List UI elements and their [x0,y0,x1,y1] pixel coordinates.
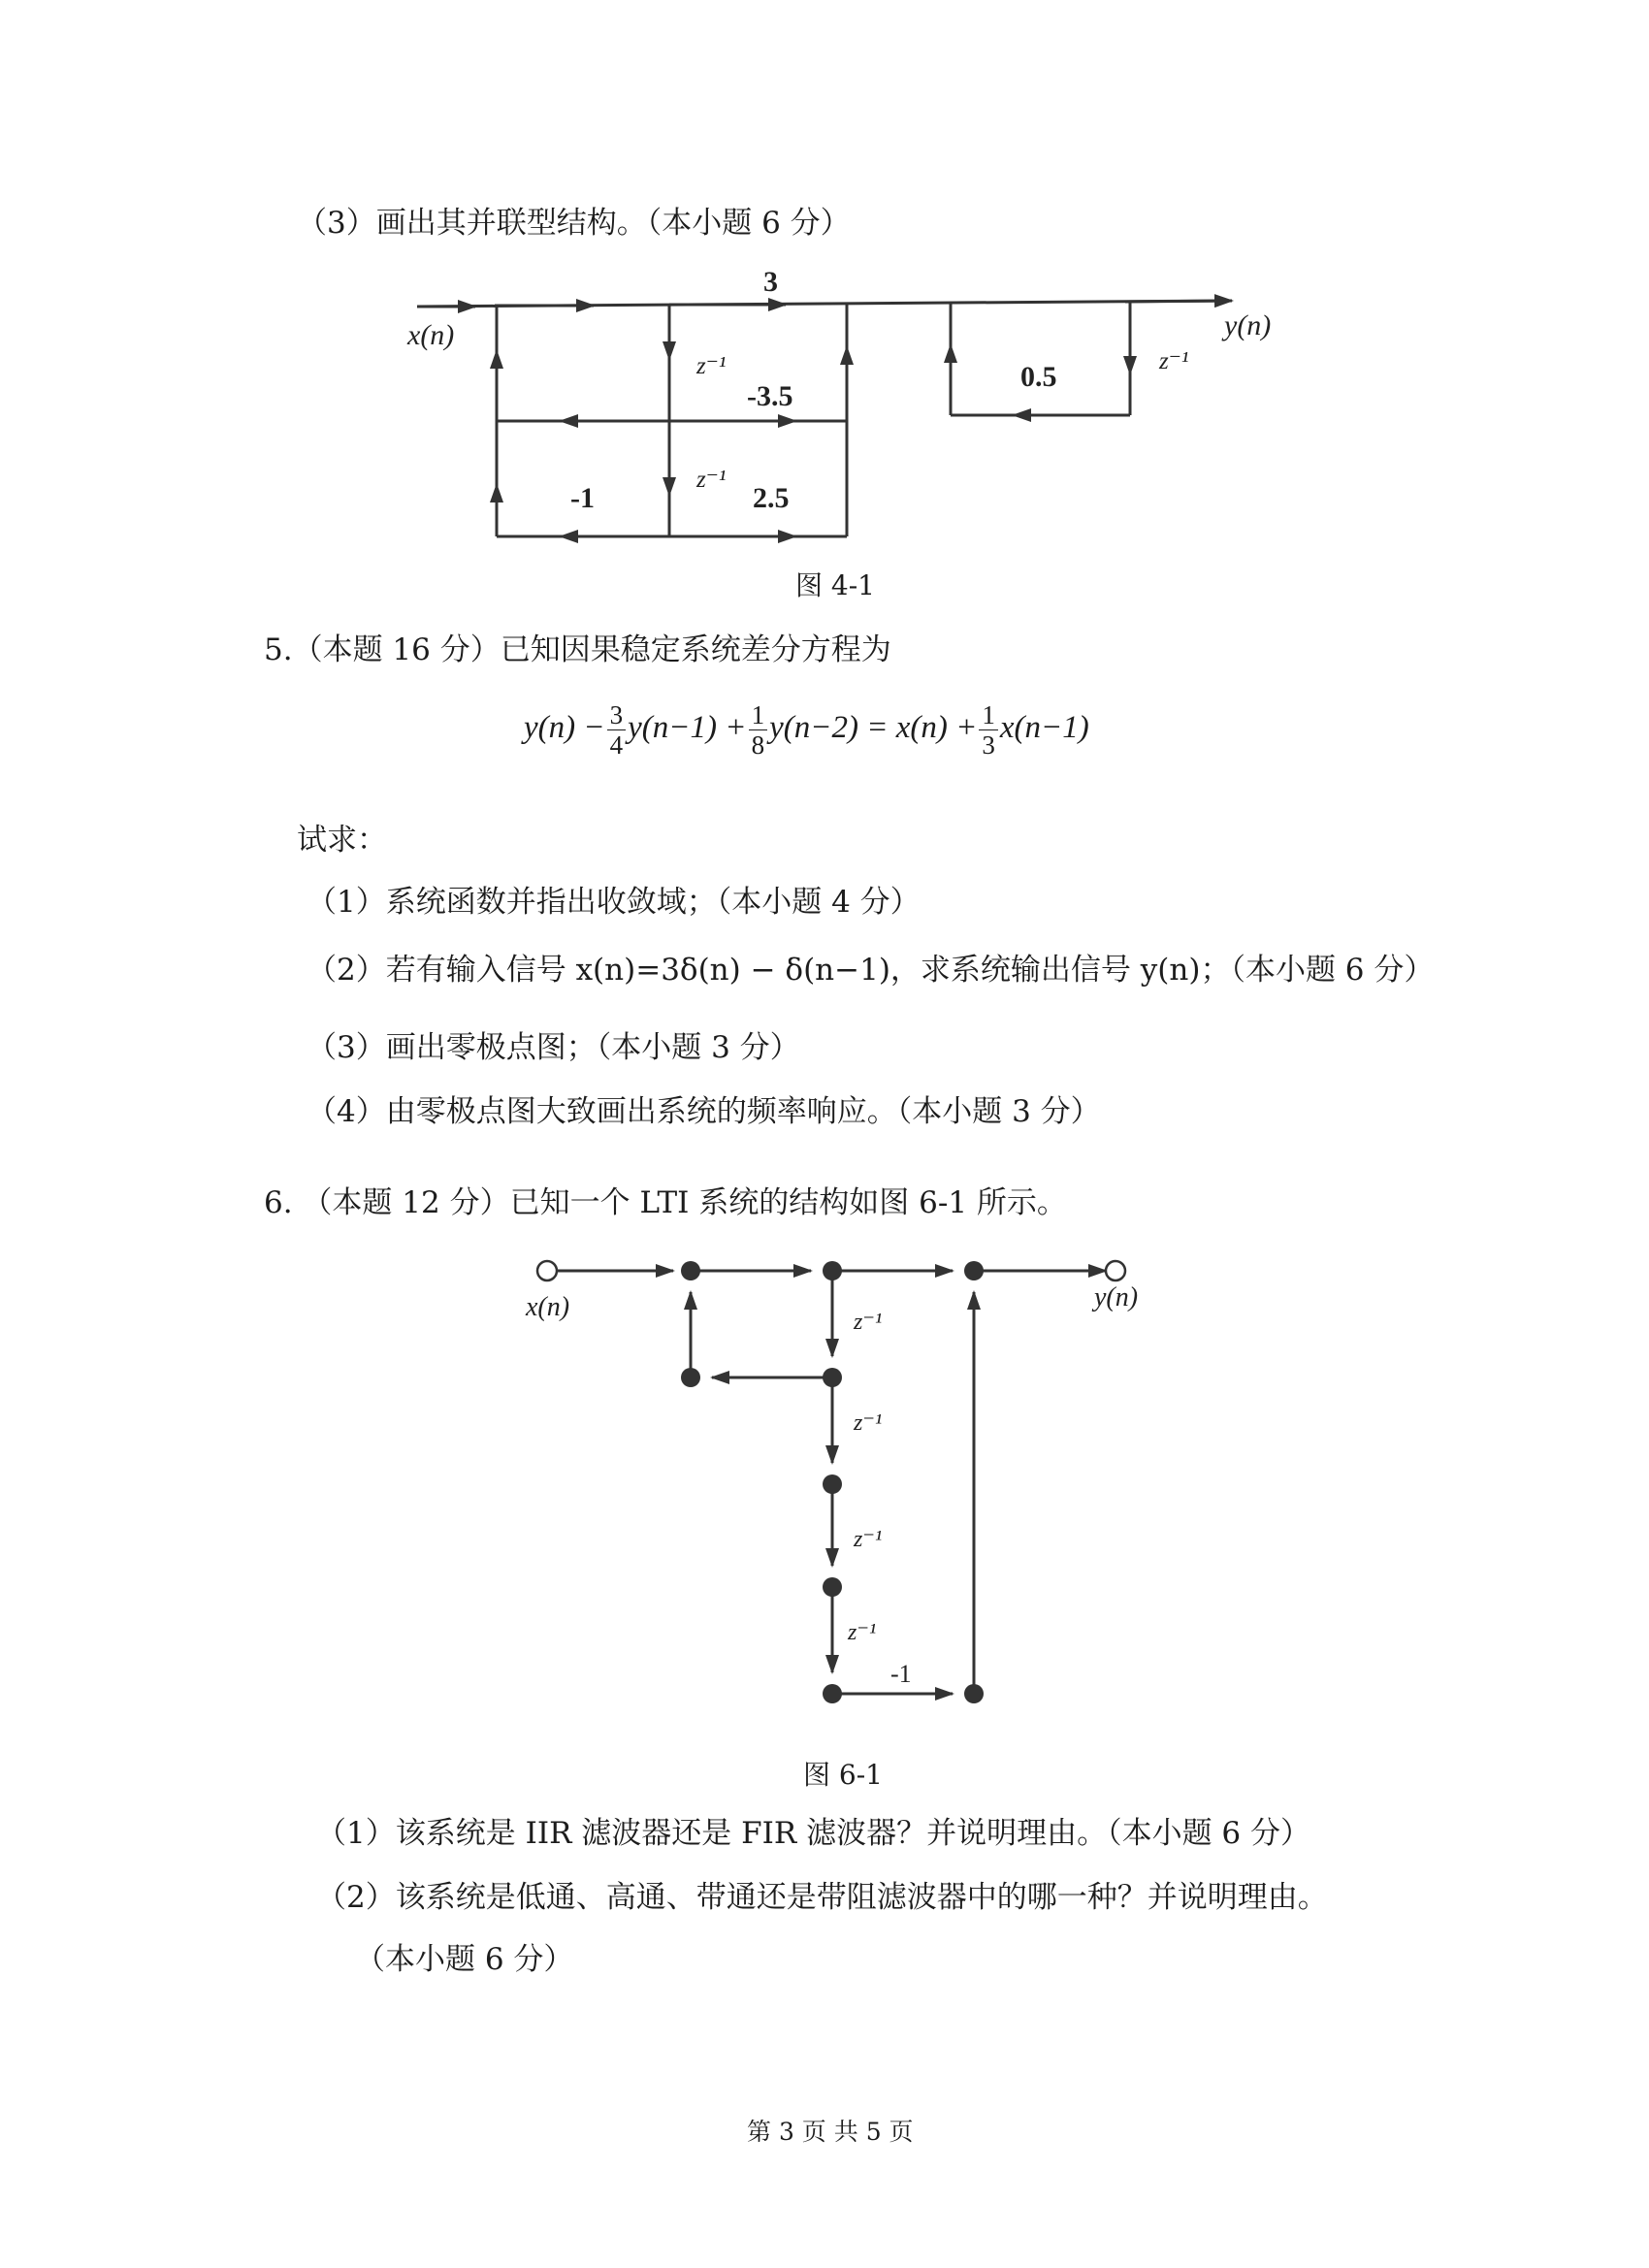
fig6-delay-3: z⁻¹ [854,1527,883,1552]
q5-prompt: 试求： [297,823,387,858]
eq-part-4: x(n−1) [999,710,1089,746]
fig6-delay-1: z⁻¹ [854,1310,883,1335]
figure-6-1-caption: 图 6-1 [803,1759,883,1791]
q5-header: 5.（本题 16 分）已知因果稳定系统差分方程为 [264,632,891,667]
q4-sub3-text: （3）画出其并联型结构。（本小题 6 分） [297,206,851,241]
fig4-coef-2-5: 2.5 [753,482,790,514]
eq-frac-1-3: $\frac{1}{3}$ [979,700,998,760]
eq-part-2: y(n−1) + [628,710,747,746]
figure-4-1-caption: 图 4-1 [795,569,875,601]
eq-frac-3-4: $\frac{3}{4}$ [607,700,627,760]
fig6-coef-neg1: -1 [890,1660,912,1688]
fig4-delay-3: z⁻¹ [1159,348,1189,374]
fig6-x-label: x(n) [526,1292,570,1322]
q5-item-4: （4）由零极点图大致画出系统的频率响应。（本小题 3 分） [307,1094,1101,1129]
page-footer: 第 3 页 共 5 页 [747,2118,914,2146]
fig4-delay-2: z⁻¹ [696,467,727,493]
eq-part-3: y(n−2) = x(n) + [769,710,978,746]
q6-item-1: （1）该系统是 IIR 滤波器还是 FIR 滤波器？并说明理由。（本小题 6 分） [316,1816,1310,1851]
q6-header: 6. （本题 12 分）已知一个 LTI 系统的结构如图 6-1 所示。 [264,1185,1067,1220]
fig6-delay-2: z⁻¹ [854,1410,883,1436]
eq-frac-1-8: $\frac{1}{8}$ [749,700,768,760]
q5-item-3: （3）画出零极点图；（本小题 3 分） [307,1030,800,1065]
fig4-coef-0-5: 0.5 [1020,361,1057,393]
q6-item-2: （2）该系统是低通、高通、带通还是带阻滤波器中的哪一种？并说明理由。 [316,1880,1328,1915]
q5-item-1: （1）系统函数并指出收敛域；（本小题 4 分） [307,885,921,920]
fig4-coef-3: 3 [763,266,778,298]
fig4-delay-1: z⁻¹ [696,353,727,379]
q6-item-2-cont: （本小题 6 分） [355,1942,574,1977]
fig6-delay-4: z⁻¹ [848,1620,877,1645]
eq-part-1: y(n) − [524,710,605,746]
fig4-x-label: x(n) [407,319,455,351]
fig4-coef-neg3-5: -3.5 [747,380,793,412]
fig4-y-label: y(n) [1224,309,1272,341]
fig6-y-label: y(n) [1094,1282,1139,1312]
q5-item-2: （2）若有输入信号 x(n)=3δ(n) − δ(n−1)，求系统输出信号 y(n)；（本小题 6 分） [307,953,1435,988]
fig4-coef-neg1: -1 [570,482,595,514]
